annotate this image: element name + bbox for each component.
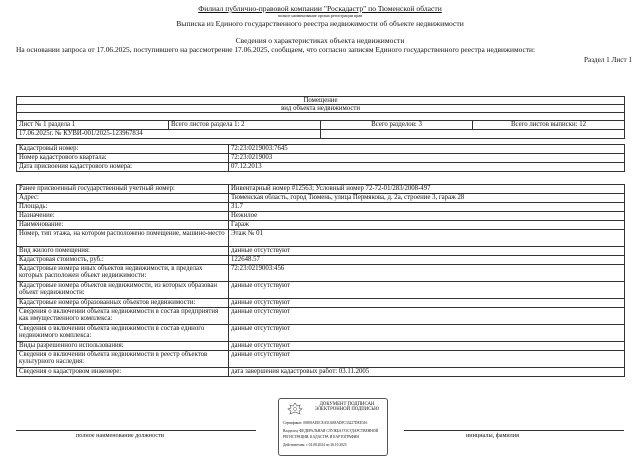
basic-label: Дата присвоения кадастрового номера: [17, 163, 229, 172]
detail-label: Номер, тип этажа, на котором расположено помещение, машино-место [17, 230, 229, 247]
section-label: Раздел 1 Лист 1 [584, 56, 632, 64]
document-title: Выписка из Единого государственного реестра недвижимости об объекте недвижимости [176, 19, 464, 28]
detail-label: Кадастровые номера образованных объектов недвижимости: [17, 299, 229, 308]
detail-label: Кадастровые номера иных объектов недвижимости, в пределах которых расположен объект недвижимости: [17, 265, 229, 282]
object-type-caption: вид объекта недвижимости [17, 105, 625, 113]
detail-table [16, 184, 625, 377]
name-caption: инициалы, фамилия [466, 432, 519, 439]
stamp-title-line-2: ЭЛЕКТРОННОЙ ПОДПИСЬЮ [314, 407, 380, 413]
detail-label: Кадастровая стоимость, руб.: [17, 256, 229, 265]
org-caption: полное наименование органа регистрации прав [277, 13, 363, 18]
detail-value: 122648.57 [229, 256, 625, 265]
detail-label: Наименование: [17, 221, 229, 230]
stamp-owner-2: РЕГИСТРАЦИИ, КАДАСТРА И КАРТОГРАФИИ [283, 435, 359, 439]
basic-label: Кадастровый номер: [17, 145, 229, 154]
stamp-title [311, 402, 383, 413]
stamp-certificate: Сертификат: 00695AEECEA5C6E8ADFC33227DEE316 [283, 421, 368, 425]
detail-value: Инвентарный номер #12563; Условный номер 72-72-01/283/2008-497 [229, 185, 625, 194]
sheets-in-section: Всего листов раздела 1: 2 [169, 121, 321, 130]
position-caption: полное наименование должности [76, 432, 164, 439]
detail-value: дата завершения кадастровых работ: 03.11.2005 [229, 368, 625, 377]
detail-label: Площадь: [17, 203, 229, 212]
detail-label: Сведения о включении объекта недвижимости в реестр объектов культурного наследия: [17, 351, 229, 368]
sheet-label: Лист № 1 раздела 1 [17, 121, 169, 130]
electronic-signature-stamp [278, 398, 388, 456]
org-name: Филиал публично-правовой компании "Роскадастр" по Тюменской области [198, 4, 442, 13]
detail-label: Кадастровые номера объектов недвижимости, из которых образован объект недвижимости: [17, 282, 229, 299]
document-reference: 17.06.2025г. № КУВИ-001/2025-123967834 [17, 130, 321, 139]
stamp-title-line-1: ДОКУМЕНТ ПОДПИСАН [319, 402, 375, 407]
object-type: Помещение [17, 97, 625, 105]
detail-value: Этаж № 01 [229, 230, 625, 247]
stamp-validity: Действителен: с 02.08.2024 по 26.10.2025 [283, 443, 347, 447]
request-text: На основании запроса от 17.06.2025, поступившего на рассмотрение 17.06.2025, сообщаем, что согласно записям Единого государственного реестра недвижимости: [16, 45, 536, 54]
position-line [16, 430, 256, 431]
detail-label: Адрес: [17, 194, 229, 203]
detail-value: 72:23:0219003:456 [229, 265, 625, 282]
name-line [404, 430, 624, 431]
detail-value: данные отсутствуют [229, 342, 625, 351]
emblem-icon [284, 402, 306, 416]
document-subtitle: Сведения о характеристиках объекта недвижимости [235, 36, 405, 45]
detail-label: Вид жилого помещения: [17, 247, 229, 256]
basic-info-table [16, 144, 625, 172]
sheets-total: Всего листов выписки: 12 [473, 121, 625, 130]
basic-value: 72:23:0219003:7645 [229, 145, 625, 154]
detail-value: данные отсутствуют [229, 299, 625, 308]
detail-label: Сведения о включении объекта недвижимости в состав единого недвижимого комплекса: [17, 325, 229, 342]
detail-value: данные отсутствуют [229, 351, 625, 368]
sections-total: Всего разделов: 3 [321, 121, 473, 130]
detail-value: данные отсутствуют [229, 308, 625, 325]
basic-value: 72:23:0219003 [229, 154, 625, 163]
detail-value: Нежилое [229, 212, 625, 221]
basic-label: Номер кадастрового квартала: [17, 154, 229, 163]
spacer-row [17, 113, 625, 121]
detail-value: Гараж [229, 221, 625, 230]
stamp-owner-1: Владелец: ФЕДЕРАЛЬНАЯ СЛУЖБА ГОСУДАРСТВЕННОЙ [283, 429, 379, 433]
basic-value: 07.12.2013 [229, 163, 625, 172]
empty-cell [321, 130, 625, 139]
detail-label: Ранее присвоенный государственный учетный номер: [17, 185, 229, 194]
detail-value: данные отсутствуют [229, 325, 625, 342]
detail-value: данные отсутствуют [229, 282, 625, 299]
detail-value: Тюменская область, город Тюмень, улица Пермякова, д. 2а, строение 3, гараж 28 [229, 194, 625, 203]
object-type-table [16, 96, 625, 139]
detail-label: Сведения о кадастровом инженере: [17, 368, 229, 377]
detail-label: Назначение: [17, 212, 229, 221]
detail-label: Виды разрешенного использования: [17, 342, 229, 351]
detail-value: 31.7 [229, 203, 625, 212]
detail-label: Сведения о включении объекта недвижимости в состав предприятия как имущественного комплекса: [17, 308, 229, 325]
detail-value: данные отсутствуют [229, 247, 625, 256]
